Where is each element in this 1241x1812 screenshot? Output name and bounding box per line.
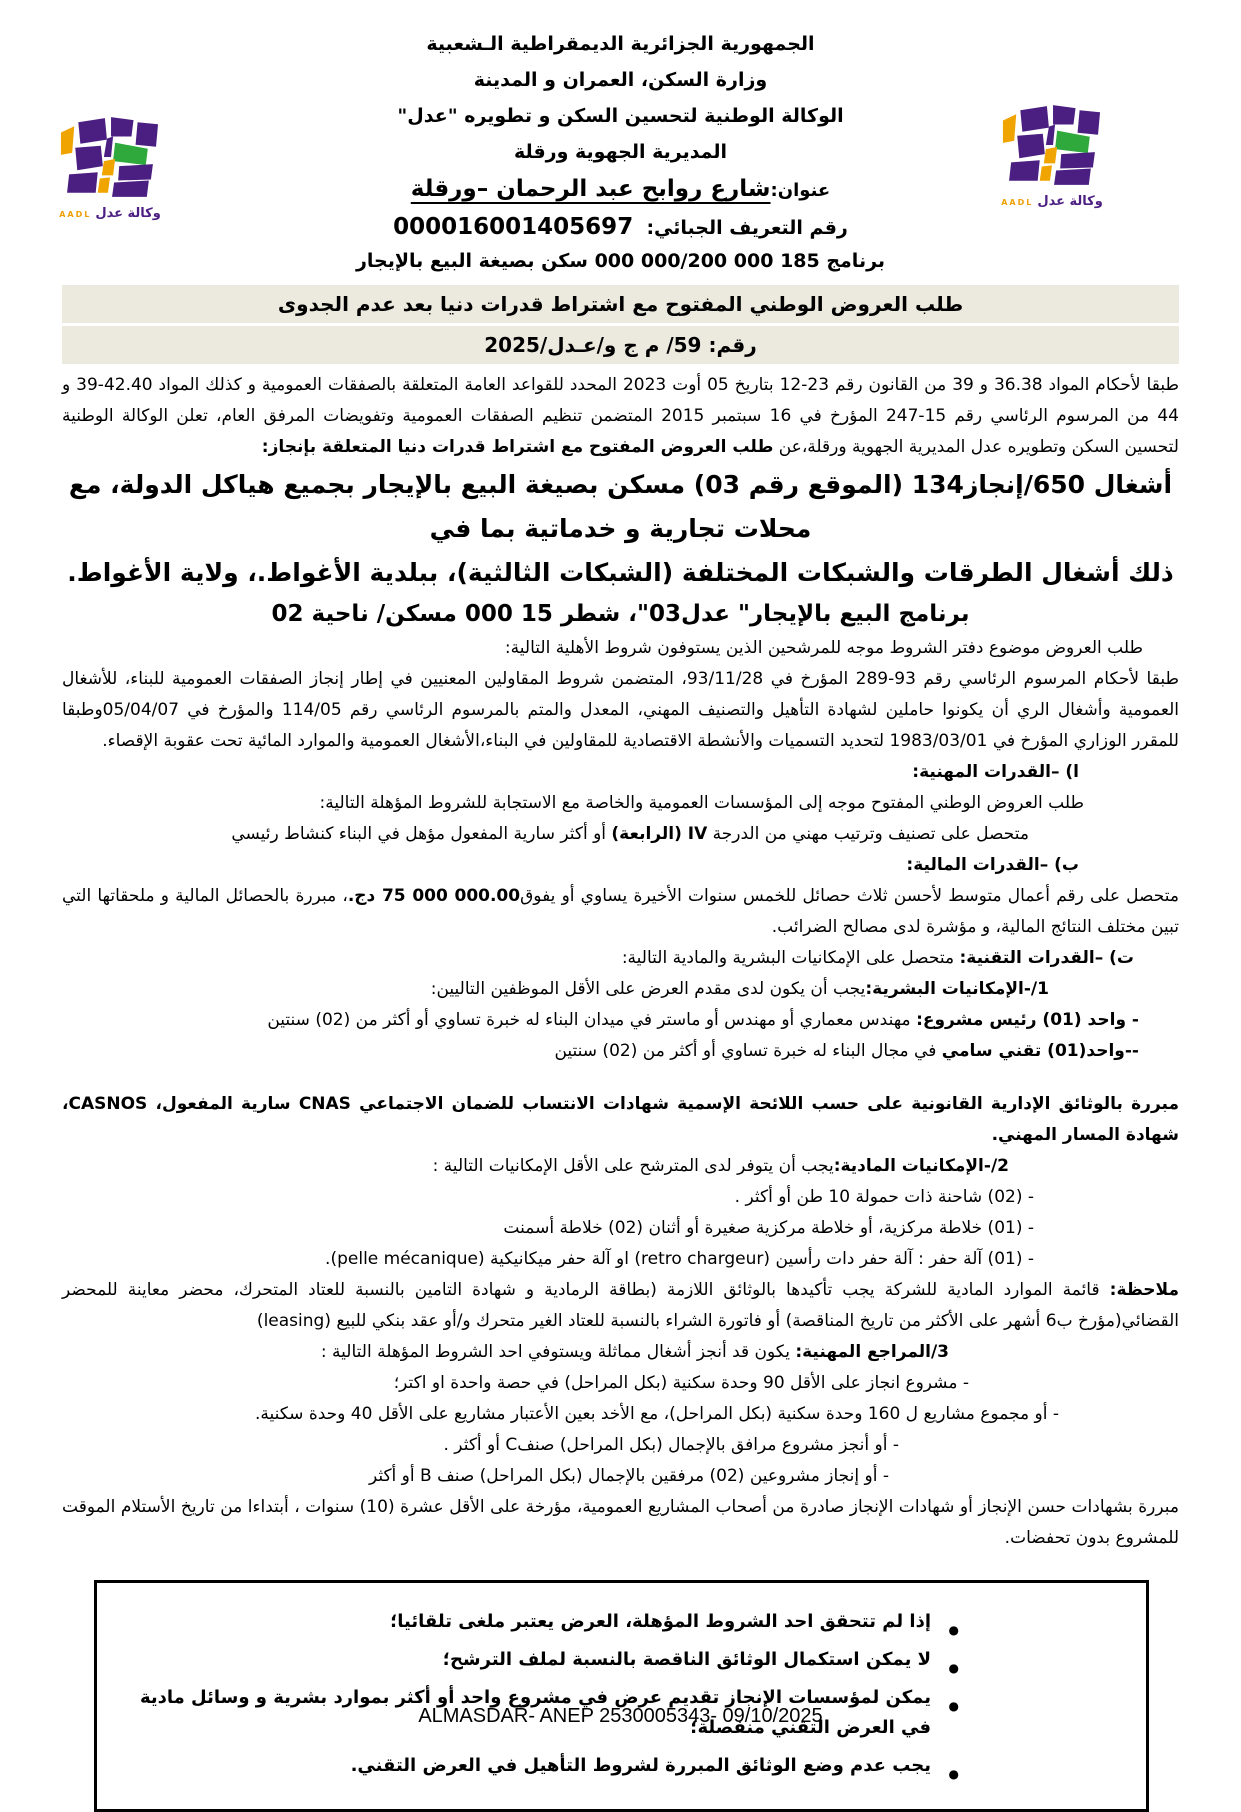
section-b-heading: ب) –القدرات المالية: <box>906 855 1079 875</box>
material-item: - (01) خلاطة مركزية، أو خلاطة مركزية صغيرة أو أثنان (02) خلاطة أسمنت <box>503 1218 1034 1238</box>
rules-item-text: يجب عدم وضع الوثائق المبررة لشروط التأهيل في العرض التقني. <box>350 1755 931 1776</box>
intro-paragraph <box>62 370 1179 463</box>
material-resources-label: 2/-الإمكانيات المادية: <box>833 1156 1009 1176</box>
address-label: عنوان: <box>770 180 831 201</box>
staff-role: واحد(01) تقني سامي <box>941 1041 1125 1061</box>
rules-item <box>115 1645 961 1675</box>
tax-id-number: 000016001405697 <box>393 214 634 240</box>
rules-list <box>115 1607 961 1781</box>
header-directorate-line: المديرية الجهوية ورقلة <box>513 141 728 163</box>
reference-item: - أو أنجز مشروع مرافق بالإجمال (بكل المراحل) صنفC أو أكثر . <box>443 1435 899 1455</box>
logo-caption <box>56 206 164 221</box>
tax-id-label: رقم التعريف الجبائي: <box>646 217 848 239</box>
notice-number: رقم: 59/ م ج و/عـدل/2025 <box>484 333 757 357</box>
rules-item <box>115 1607 961 1637</box>
bullet-icon: ● <box>948 1661 959 1675</box>
rules-item-text: يمكن لمؤسسات الإنجاز تقديم عرض في مشروع واحد أو أكثر بموارد بشرية و وسائل مادية في العرض التقني منفصلة؛ <box>139 1687 931 1738</box>
tranche-line: برنامج البيع بالإيجار" عدل03"، شطر 15 000 مسكن/ ناحية 02 <box>271 601 970 627</box>
section-t-heading <box>62 943 1179 974</box>
rules-item-text: لا يمكن استكمال الوثائق الناقصة بالنسبة لملف الترشح؛ <box>442 1649 931 1670</box>
rules-item <box>115 1751 961 1781</box>
financial-capacity-paragraph <box>62 881 1179 943</box>
human-resources-heading <box>62 974 1179 1005</box>
logo-caption-latin: AADL <box>59 210 92 219</box>
section-a-heading: ا) –القدرات المهنية: <box>912 762 1079 782</box>
aadl-logo-left <box>56 112 164 221</box>
aadl-mosaic-icon <box>998 100 1106 192</box>
dash-marker: - <box>1126 1010 1139 1030</box>
reference-item: - مشروع انجاز على الأقل 90 وحدة سكنية (بكل المراحل) في حصة واحدة او اكتر؛ <box>393 1373 969 1393</box>
dash-marker: -- <box>1124 1041 1139 1061</box>
material-resources-heading <box>62 1151 1179 1182</box>
professional-capacity-line1: طلب العروض الوطني المفتوح موجه إلى المؤسسات العمومية والخاصة مع الاستجابة للشروط المؤهلة التالية: <box>319 793 1084 813</box>
technical-capacity-text: متحصل على الإمكانيات البشرية والمادية التالية: <box>621 948 960 968</box>
rules-box <box>94 1580 1149 1812</box>
material-item: - (02) شاحنة ذات حمولة 10 طن أو أكثر . <box>734 1187 1034 1207</box>
anep-footer: ALMASDAR- ANEP 2530005343- 09/10/2025 <box>418 1705 823 1727</box>
turnover-amount: 75 000 000.00 <box>381 886 521 906</box>
staff-item <box>62 1005 1179 1036</box>
header-agency-line: الوكالة الوطنية لتحسين السكن و تطويره "عدل" <box>397 105 844 127</box>
material-item: - (01) آلة حفر : آلة حفر دات رأسين (retro chargeur) او آلة حفر ميكانيكية (pelle mécanique). <box>325 1249 1034 1269</box>
references-heading <box>62 1337 1179 1368</box>
logo-caption-arabic: وكالة عدل <box>1037 194 1103 209</box>
turnover-tail: ، مبررة بالحصائل المالية و ملحقاتها التي تبين مختلف النتائج المالية، و مؤشرة لدى مصالح الضرائب. <box>62 886 1179 937</box>
human-resources-label: 1/-الإمكانيات البشرية: <box>865 979 1049 999</box>
references-justification: مبررة بشهادات حسن الإنجاز أو شهادات الإنجاز صادرة من أصحاب المشاريع العمومية، مؤرخة على الأقل عشرة (10) سنوات ، أبتداءا من تاريخ الأستلام الموقت للمشروع بدون تحفضات. <box>62 1497 1179 1548</box>
intro-text: طبقا لأحكام المواد 36.38 و 39 من القانون رقم 23-12 بتاريخ 05 أوت 2023 المحدد للقواعد العامة المتعلقة بالصفقات العمومية و كذلك المواد 42.40-39 و 44 من المرسوم الرئاسي رقم 15-247 المؤرخ في 16 سبتمبر 2015 المتضمن تنظيم الصفقات العمومية وتفويضات المرفق العام، تعلن الوكالة الوطنية لتحسين السكن وتطويره عدل المديرية الجهوية ورقلة،عن <box>62 375 1179 457</box>
note-paragraph <box>62 1275 1179 1337</box>
notice-title: طلب العروض الوطني المفتوح مع اشتراط قدرات دنيا بعد عدم الجدوى <box>62 285 1179 326</box>
technical-capacity-label: ت) –القدرات التقنية: <box>959 948 1134 968</box>
bullet-icon: ● <box>948 1767 959 1781</box>
human-resources-text: يجب أن يكون لدى مقدم العرض على الأقل الموظفين التاليين: <box>430 979 866 999</box>
material-resources-text: يجب أن يتوفر لدى المترشح على الأقل الإمكانيات التالية : <box>432 1156 834 1176</box>
note-text: قائمة الموارد المادية للشركة يجب تأكيدها بالوثائق اللازمة (بطاقة الرمادية و شهادة التامين بالنسبة للعتاد المتحرك، محضر معاينة للمحضر القضائي(مؤرخ ب6 أشهر على الأكثر من تاريخ المناقصة) أو فاتورة الشراء بالنسبة للعتاد الغير متحرك و/أو عقد بنكي للبيع (leasing) <box>62 1280 1179 1331</box>
staff-detail: في مجال البناء له خبرة تساوي أو أكثر من (02) سنتين <box>554 1041 942 1061</box>
staff-role: واحد (01) رئيس مشروع: <box>916 1010 1127 1030</box>
logo-caption-arabic: وكالة عدل <box>95 206 161 221</box>
tax-id-line <box>62 210 1179 245</box>
aadl-mosaic-icon <box>56 112 164 204</box>
notice-band <box>62 285 1179 364</box>
bullet-icon: ● <box>948 1623 959 1637</box>
document-body <box>62 370 1179 1812</box>
reference-item: - أو مجموع مشاريع ل 160 وحدة سكنية (بكل المراحل)، مع الأخد بعين الأعتبار مشاريع على الأقل 40 وحدة سكنية. <box>255 1404 1059 1424</box>
professional-capacity-line2 <box>62 819 1179 850</box>
classification-tail: أو أكثر سارية المفعول مؤهل في البناء كنشاط رئيسي <box>231 824 612 844</box>
project-title-line1: أشغال 650/إنجاز134 (الموقع رقم 03) مسكن بصيغة البيع بالإيجار بجميع هياكل الدولة، مع محلات تجارية و خدماتية بما في <box>68 470 1173 543</box>
references-label: 3/المراجع المهنية: <box>795 1342 949 1362</box>
bullet-icon: ● <box>948 1699 959 1713</box>
aadl-logo-right <box>998 100 1106 209</box>
header-republic-line: الجمهورية الجزائرية الديمقراطية الـشعبية <box>426 33 815 55</box>
intro-bold-tail: طلب العروض المفتوح مع اشتراط قدرات دنيا المتعلقة بإنجاز: <box>261 437 774 457</box>
classification-grade: IV (الرابعة) <box>611 824 708 844</box>
qualification-decree-paragraph: طبقا لأحكام المرسوم الرئاسي رقم 93-289 المؤرخ في 93/11/28، المتضمن شروط المقاولين المعنيين في إطار إنجاز الصفقات العمومية للبناء، للأشغال العمومية وأشغال الري أن يكونوا حاملين لشهادة التأهيل والتصنيف المهني، المعدل والمتم بالمرسوم الرئاسي رقم 114/05 والمؤرخ في 05/04/07وطبقا للمقرر الوزاري المؤرخ في 1983/03/01 لتحديد التسميات والأنشطة الاقتصادية للمقاولين في البناء،الأشغال العمومية والموارد المائية تحت عقوبة الإقصاء. <box>62 669 1179 751</box>
address-text: شارع روابح عبد الرحمان –ورقلة <box>410 176 771 202</box>
project-title-line2: ذلك أشغال الطرقات والشبكات المختلفة (الشبكات الثالثية)، ببلدية الأغواط.، ولاية الأغواط. <box>67 558 1174 587</box>
staff-item <box>62 1036 1179 1067</box>
reference-item: - أو إنجاز مشروعين (02) مرفقين بالإجمال (بكل المراحل) صنف B أو أكثر <box>368 1466 889 1486</box>
staff-justification: مبررة بالوثائق الإدارية القانونية على حسب اللائحة الإسمية شهادات الانتساب للضمان الاجتماعي CNAS سارية المفعول، CASNOS، شهادة المسار المهني. <box>62 1094 1179 1145</box>
rules-item-text: إذا لم تتحقق احد الشروط المؤهلة، العرض يعتبر ملغى تلقائيا؛ <box>390 1611 931 1632</box>
classification-text: متحصل على تصنيف وترتيب مهني من الدرجة <box>707 824 1029 844</box>
logo-caption-latin: AADL <box>1001 198 1034 207</box>
staff-detail: مهندس معماري أو مهندس أو ماستر في ميدان البناء له خبرة تساوي أو أكثر من (02) سنتين <box>267 1010 917 1030</box>
references-text: يكون قد أنجز أشغال مماثلة ويستوفي احد الشروط المؤهلة التالية : <box>320 1342 796 1362</box>
header-ministry-line: وزارة السكن، العمران و المدينة <box>473 69 768 91</box>
program-line: برنامج 185 000 000/200 000 سكن بصيغة البيع بالإيجار <box>355 250 886 272</box>
eligibility-intro: طلب العروض موضوع دفتر الشروط موجه للمرشحين الذين يستوفون شروط الأهلية التالية: <box>504 638 1143 658</box>
logo-caption <box>998 194 1106 209</box>
currency-label: دج. <box>347 886 382 906</box>
note-label: ملاحظة: <box>1109 1280 1179 1300</box>
turnover-text: متحصل على رقم أعمال متوسط لأحسن ثلاث حصائل للخمس سنوات الأخيرة يساوي أو يفوق <box>520 886 1179 906</box>
